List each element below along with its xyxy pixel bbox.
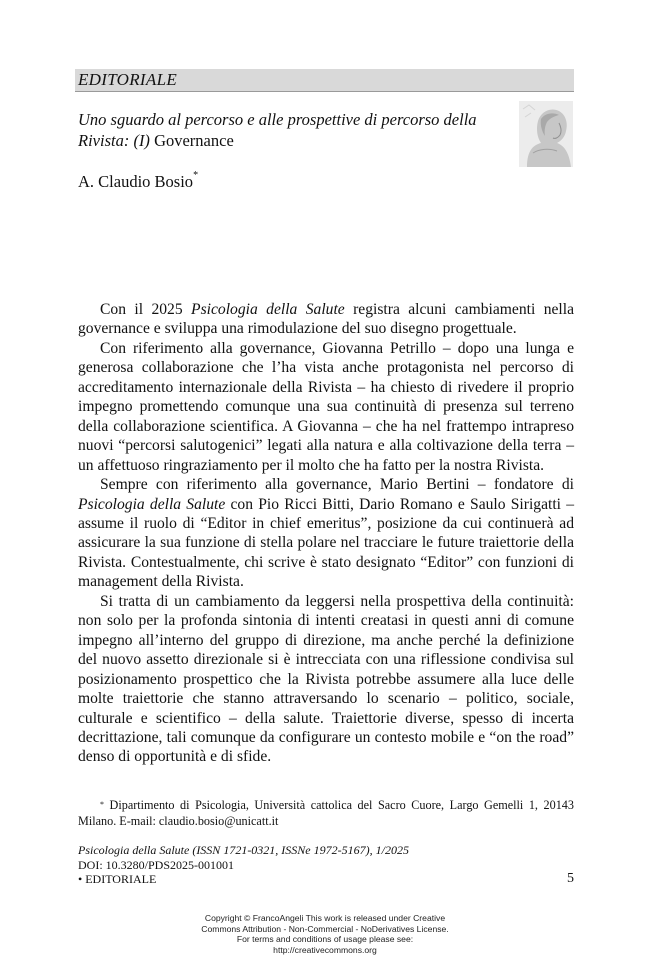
license-line-3: For terms and conditions of usage please see: xyxy=(236,934,414,945)
paragraph-3-text-c: con Pio Ricci Bitti, Dario Romano e Saulo Sirigatti – assume il ruolo di “Editor in chief emeritus”, posizione da cui continuerà ad assicurare la sua funzione di stella polare nel tracciare le future traiettorie della Rivista. Contestualmente, chi scrive è stato designato “Editor” con funzioni di management della Rivista. xyxy=(78,495,574,591)
paragraph-4 xyxy=(78,592,574,767)
paragraph-3-journal-name: Psicologia della Salute xyxy=(78,495,226,513)
footnote xyxy=(78,797,574,829)
paragraph-1 xyxy=(78,300,574,339)
author-footnote-mark: * xyxy=(193,170,199,181)
paragraph-1-text-c: registra alcuni cambiamenti nella governance e sviluppa una rimodulazione del suo disegno progettuale. xyxy=(78,301,574,338)
paragraph-2-text: Con riferimento alla governance, Giovanna Petrillo – dopo una lunga e generosa collaborazione che l’ha vista anche protagonista nel percorso di accreditamento internazionale della Rivista – ha chiesto di rivedere il proprio impegno promettendo comunque una sua continuità di presenza sul terreno della collaborazione scientifica. A Giovanna – che ha nel frattempo intrapreso nuovi “percorsi salutogenici” legati alla natura e alla coltivazione della terra – un affettuoso ringraziamento per il molto che ha fatto per la nostra Rivista. xyxy=(78,339,574,474)
footnote-text: Dipartimento di Psicologia, Università cattolica del Sacro Cuore, Largo Gemelli 1, 20143 Milano. E-mail: claudio.bosio@unicatt.it xyxy=(78,798,574,828)
paragraph-3-text-a: Sempre con riferimento alla governance, Mario Bertini – fondatore di xyxy=(100,476,574,494)
paragraph-4-text: Si tratta di un cambiamento da leggersi nella prospettiva della continuità: non solo per la profonda sintonia di intenti creatasi in questi anni di comune impegno all’interno del gruppo di direzione, ma anche perché la definizione del nuovo assetto direzionale si è intrecciata con una riflessione condivisa sul posizionamento prospettico che la Rivista potrebbe assumere alla luce delle molte traiettorie che stanno attraversando lo scenario – politico, sociale, culturale e scientifico – della salute. Traiettorie diverse, spesso di incerta decrittazione, tali comunque da configurare un contesto mobile e “on the road” denso di opportunità e di sfide. xyxy=(78,592,574,766)
license-notice xyxy=(0,913,650,955)
portrait-illustration xyxy=(519,101,573,167)
paragraph-1-text-a: Con il 2025 xyxy=(100,301,192,318)
paragraph-1-journal-name: Psicologia della Salute xyxy=(191,301,345,318)
license-link[interactable]: http://creativecommons.org xyxy=(273,944,377,955)
journal-info xyxy=(78,843,574,887)
journal-doi: DOI: 10.3280/PDS2025-001001 xyxy=(78,857,235,872)
author-name-text: A. Claudio Bosio xyxy=(78,172,194,191)
section-header-bar xyxy=(75,69,574,92)
author-name xyxy=(78,172,198,192)
journal-section-footer: • EDITORIALE xyxy=(78,872,157,886)
license-line-2: Commons Attribution - Non-Commercial - NoDerivatives License. xyxy=(201,923,449,934)
paragraph-2 xyxy=(78,339,574,475)
section-label: EDITORIALE xyxy=(78,70,178,89)
article-title xyxy=(78,109,508,151)
article-title-upright: Governance xyxy=(154,131,234,150)
paragraph-3 xyxy=(78,475,574,592)
footnote-mark: * xyxy=(100,800,104,809)
article-title-italic: Uno sguardo al percorso e alle prospettive di percorso della Rivista: (I) xyxy=(78,110,477,150)
article-body xyxy=(78,300,574,767)
journal-reference: Psicologia della Salute (ISSN 1721-0321, ISSNe 1972-5167), 1/2025 xyxy=(78,843,409,857)
license-line-1: Copyright © FrancoAngeli This work is released under Creative xyxy=(204,913,446,923)
page-number: 5 xyxy=(567,871,574,886)
